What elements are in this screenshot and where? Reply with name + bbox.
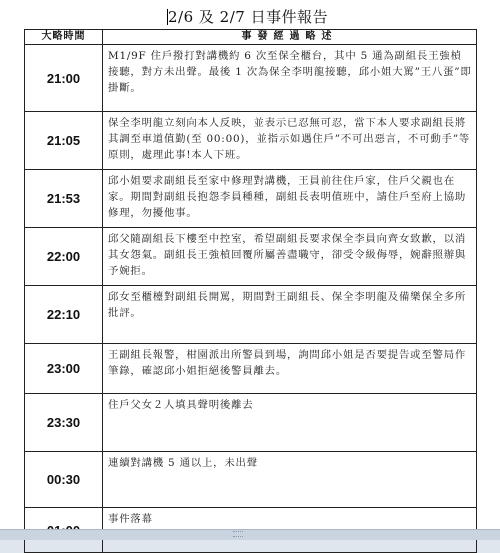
- row-description: 王副組長報警，柑園派出所警員到場，詢問邱小姐是否要提告或至警局作筆錄，確認邱小姐拒絕後警員離去。: [103, 344, 477, 394]
- row-description: 住戶父女２人填具聲明後離去: [103, 394, 477, 452]
- header-time: 大略時間: [25, 30, 103, 45]
- scrollbar-grip-icon[interactable]: [233, 531, 243, 537]
- table-row: [25, 394, 477, 452]
- row-time: 22:00: [25, 228, 103, 286]
- table-row: [25, 112, 477, 170]
- event-table: [24, 29, 477, 553]
- row-description: 事件落幕: [103, 508, 477, 553]
- row-description: 連續對講機 5 通以上，未出聲: [103, 452, 477, 508]
- row-time: 23:30: [25, 394, 103, 452]
- row-time: 23:00: [25, 344, 103, 394]
- row-time: 21:05: [25, 112, 103, 170]
- horizontal-scrollbar[interactable]: [0, 529, 500, 540]
- row-time: 21:53: [25, 170, 103, 228]
- table-row: [25, 170, 477, 228]
- row-description: 保全李明龍立刻向本人反映，並表示已忍無可忍，當下本人要求副組長將其調至車道值勤(至 00:00)，並指示如遇住戶”不可出惡言，不可動手”等原則，處理此事!本人下班。: [103, 112, 477, 170]
- row-description: M1/9F 住戶撥打對講機約 6 次至保全櫃台，其中 5 通為副組長王強楨接聽，對方未出聲。最後 1 次為保全李明龍接聽，邱小姐大罵”王八蛋”即掛斷。: [103, 45, 477, 112]
- table-row: [25, 452, 477, 508]
- table-row: [25, 344, 477, 394]
- row-description: 邱小姐要求副組長至家中修理對講機，王員前往住戶家，住戶父親也在家。期間對副組長抱怨李員種種，副組長表明值班中，請住戶至府上協助修理，勿擾他事。: [103, 170, 477, 228]
- table-row: [25, 45, 477, 112]
- row-time: 21:00: [25, 45, 103, 112]
- row-time: 22:10: [25, 286, 103, 344]
- document-title: 2/6 及 2/7 日事件報告: [168, 8, 329, 26]
- table-header-row: [25, 30, 477, 45]
- table-row: [25, 286, 477, 344]
- row-description: 邱父隨副組長下樓至中控室，希望副組長要求保全李員向齊女致歉，以消其女怨氣。副組長王強楨回覆所屬善盡職守，卻受令級侮辱，婉辭照辦與予婉拒。: [103, 228, 477, 286]
- row-time: 00:30: [25, 452, 103, 508]
- header-description: 事發經過略述: [103, 30, 477, 45]
- row-description: 邱女至櫃檯對副組長開罵，期間對王副組長、保全李明龍及備樂保全多所批評。: [103, 286, 477, 344]
- table-row: [25, 228, 477, 286]
